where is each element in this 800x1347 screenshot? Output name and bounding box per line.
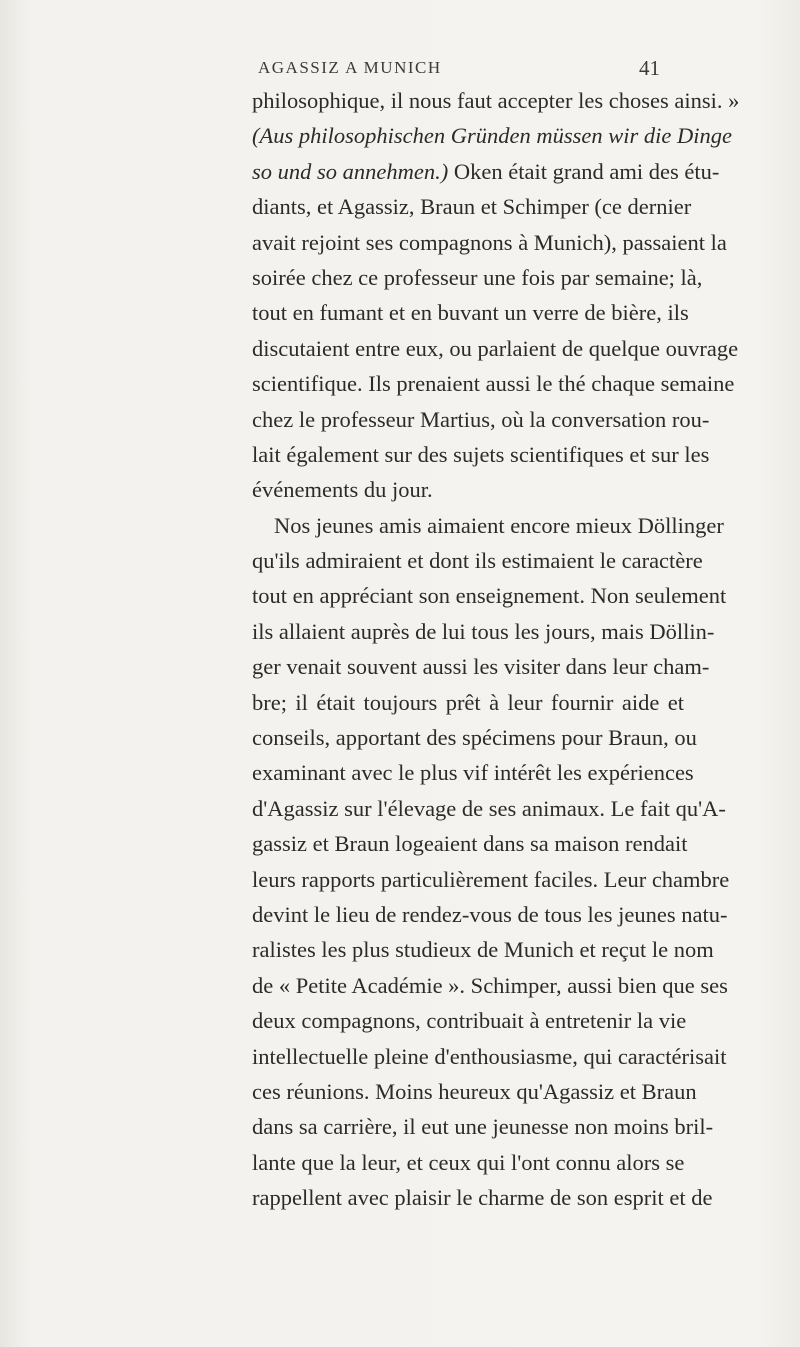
text-line: intellectuelle pleine d'enthousiasme, qui caractérisait: [252, 1043, 727, 1069]
text-line: devint le lieu de rendez-vous de tous les jeunes natu-: [252, 901, 728, 927]
text-line: tout en fumant et en buvant un verre de bière, ils: [252, 300, 689, 326]
text-line: bre; il était toujours prêt à leur fournir aide et: [252, 689, 684, 715]
text-line: tout en appréciant son enseignement. Non seulement: [252, 583, 727, 609]
text-line: [252, 154, 720, 189]
text-line: qu'ils admiraient et dont ils estimaient le caractère: [252, 548, 703, 574]
text-line: scientifique. Ils prenaient aussi le thé chaque semaine: [252, 371, 735, 397]
text-line: ralistes les plus studieux de Munich et reçut le nom: [252, 937, 714, 963]
text-line: soirée chez ce professeur une fois par semaine; là,: [252, 264, 703, 290]
running-head: AGASSIZ A MUNICH: [258, 58, 442, 77]
text-line: de « Petite Académie ». Schimper, aussi bien que ses: [252, 972, 728, 998]
text-line: (Aus philosophischen Gründen müssen wir die Dinge: [252, 123, 732, 149]
text-line: gassiz et Braun logeaient dans sa maison rendait: [252, 831, 688, 857]
text-line: ils allaient auprès de lui tous les jours, mais Döllin-: [252, 618, 715, 644]
text-line: ger venait souvent aussi les visiter dans leur cham-: [252, 654, 710, 680]
text-line: examinant avec le plus vif intérêt les expériences: [252, 760, 694, 786]
text-line: ces réunions. Moins heureux qu'Agassiz et Braun: [252, 1078, 697, 1104]
text-line: conseils, apportant des spécimens pour Braun, ou: [252, 725, 697, 751]
body-text: [252, 83, 740, 1216]
text-line: diants, et Agassiz, Braun et Schimper (ce dernier: [252, 194, 692, 220]
italic-quote: so und so annehmen.): [252, 158, 449, 184]
text-line: Nos jeunes amis aimaient encore mieux Döllinger: [274, 512, 724, 538]
text-line: lante que la leur, et ceux qui l'ont connu alors se: [252, 1149, 685, 1175]
text-line: dans sa carrière, il eut une jeunesse non moins bril-: [252, 1114, 714, 1140]
text-line: d'Agassiz sur l'élevage de ses animaux. Le fait qu'A-: [252, 795, 726, 821]
text-line: deux compagnons, contribuait à entretenir la vie: [252, 1008, 687, 1034]
text-fragment: Oken était grand ami des étu-: [448, 158, 720, 184]
text-line: événements du jour.: [252, 477, 433, 503]
text-line: leurs rapports particulièrement faciles. Leur chambre: [252, 866, 730, 892]
page-number: 41: [639, 56, 660, 80]
text-line: rappellent avec plaisir le charme de son esprit et de: [252, 1185, 713, 1211]
text-line: lait également sur des sujets scientifiques et sur les: [252, 441, 710, 467]
text-line: philosophique, il nous faut accepter les choses ainsi. »: [252, 88, 740, 113]
text-line: chez le professeur Martius, où la conversation rou-: [252, 406, 710, 432]
text-line: discutaient entre eux, ou parlaient de quelque ouvrage: [252, 335, 739, 361]
text-line: avait rejoint ses compagnons à Munich), passaient la: [252, 229, 727, 255]
